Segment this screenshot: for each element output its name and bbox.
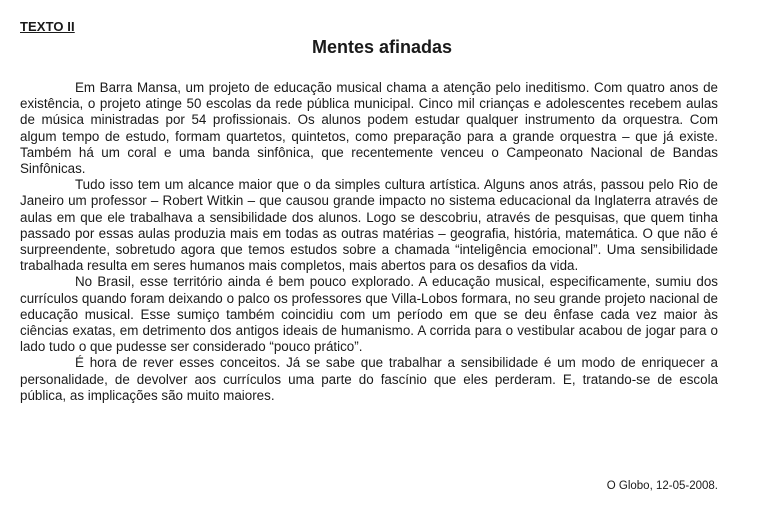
paragraph: No Brasil, esse território ainda é bem pouco explorado. A educação musical, especificamente, sumiu dos currículos quando foram deixando o palco os professores que Villa-Lobos formara, no seu grande projeto nacional de educação musical. Esse sumiço também coincidiu com um período em que se deu ênfase cada vez maior às ciências exatas, em detrimento dos antigos ideais de humanismo. A corrida para o vestibular acabou de jogar para o lado tudo o que pudesse ser considerado “pouco prático”. bbox=[20, 274, 718, 355]
paragraph: Em Barra Mansa, um projeto de educação musical chama a atenção pelo ineditismo. Com quatro anos de existência, o projeto atinge 50 escolas da rede pública municipal. Cinco mil crianças e adolescentes recebem aulas de música ministradas por 54 profissionais. Os alunos podem estudar qualquer instrumento da orquestra. Com algum tempo de estudo, formam quartetos, quintetos, como preparação para a grande orquestra – que já existe. Também há um coral e uma banda sinfônica, que recentemente venceu o Campeonato Nacional de Bandas Sinfônicas. bbox=[20, 80, 718, 177]
paragraph: É hora de rever esses conceitos. Já se sabe que trabalhar a sensibilidade é um modo de enriquecer a personalidade, de devolver aos currículos uma parte do fascínio que eles perderam. E, tratando-se de escola pública, as implicações são muito maiores. bbox=[20, 355, 718, 403]
document-title: Mentes afinadas bbox=[311, 37, 453, 57]
source-citation: O Globo, 12-05-2008. bbox=[606, 480, 718, 492]
article-body bbox=[20, 80, 718, 404]
paragraph: Tudo isso tem um alcance maior que o da simples cultura artística. Alguns anos atrás, passou pelo Rio de Janeiro um professor – Robert Witkin – que causou grande impacto no sistema educacional da Inglaterra através de aulas em que ele trabalhava a sensibilidade dos alunos. Logo se descobriu, através de pesquisas, que quem tinha passado por essas aulas produzia mais em todas as outras matérias – geografia, história, matemática. O que não é surpreendente, sobretudo agora que temos estudos sobre a chamada “inteligência emocional”. Uma sensibilidade trabalhada resulta em seres humanos mais completos, mais abertos para os desafios da vida. bbox=[20, 177, 718, 274]
text-label: TEXTO II bbox=[20, 19, 75, 34]
